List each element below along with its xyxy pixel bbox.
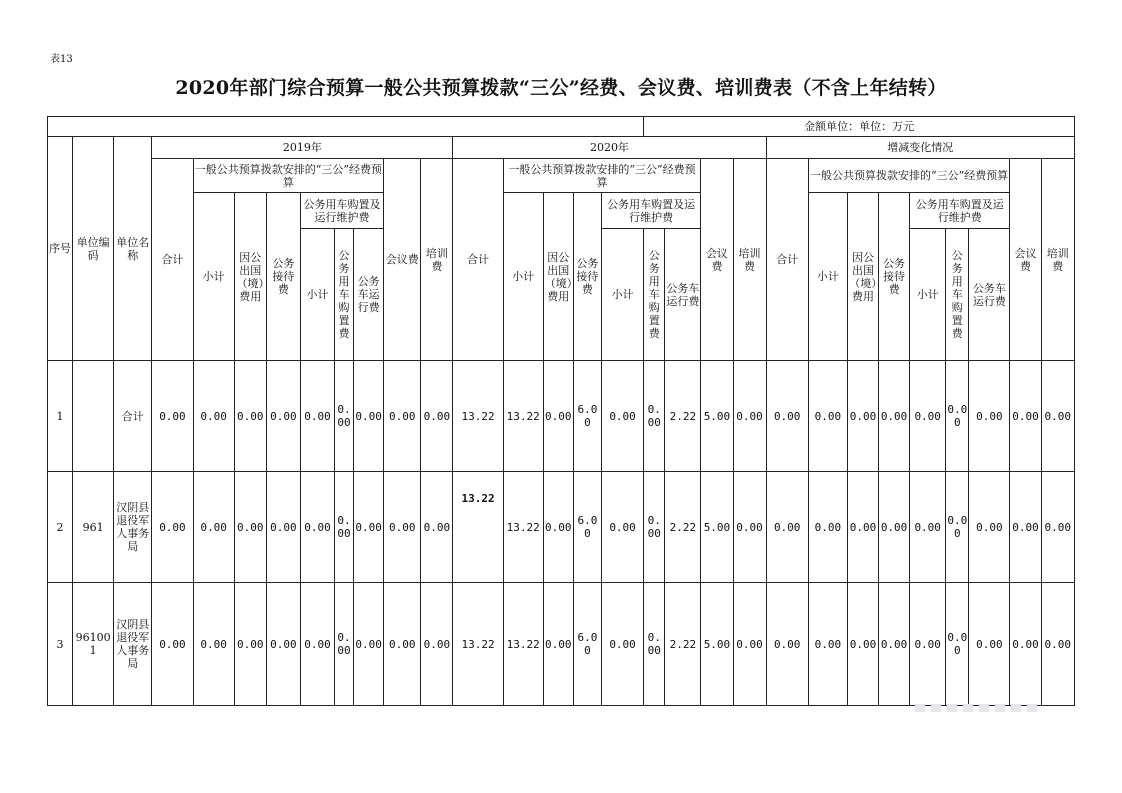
value-cell: 0.00	[644, 583, 665, 706]
header-row-2	[48, 159, 1075, 193]
value-cell: 0.00	[847, 583, 878, 706]
row-unit-code: 961001	[73, 583, 114, 706]
col-vehicle-run: 公务车运行费	[354, 229, 384, 361]
value-cell: 13.22	[453, 583, 503, 706]
row-seq: 1	[48, 361, 73, 472]
value-cell: 0.00	[543, 472, 573, 583]
col-reception: 公务接待费	[573, 193, 601, 361]
value-cell: 0.00	[384, 583, 421, 706]
value-cell: 0.00	[266, 472, 300, 583]
value-cell: 0.00	[910, 583, 946, 706]
col-vehicle-run: 公务车运行费	[665, 229, 701, 361]
col-subtotal: 小计	[808, 193, 847, 361]
value-cell: 0.00	[946, 583, 969, 706]
budget-table	[47, 116, 1075, 706]
value-cell: 2.22	[665, 583, 701, 706]
value-cell: 0.00	[601, 583, 643, 706]
value-cell: 0.00	[421, 583, 453, 706]
value-cell: 0.00	[354, 472, 384, 583]
value-cell: 0.00	[946, 472, 969, 583]
value-cell: 0.00	[335, 361, 354, 472]
value-cell: 0.00	[808, 472, 847, 583]
value-cell: 5.00	[701, 361, 733, 472]
value-cell: 13.22	[503, 361, 543, 472]
value-cell: 0.00	[766, 583, 808, 706]
col-reception: 公务接待费	[266, 193, 300, 361]
value-cell: 0.00	[1010, 472, 1041, 583]
col-training: 培训费	[1041, 159, 1074, 361]
table-row	[48, 583, 1075, 706]
row-unit-code	[73, 361, 114, 472]
value-cell: 0.00	[946, 361, 969, 472]
value-cell: 0.00	[847, 472, 878, 583]
value-cell: 0.00	[152, 583, 193, 706]
value-cell: 0.00	[766, 361, 808, 472]
page-title: 2020年部门综合预算一般公共预算拨款“三公”经费、会议费、培训费表（不含上年结转）	[175, 77, 947, 99]
row-unit-code: 961	[73, 472, 114, 583]
value-cell: 0.00	[644, 361, 665, 472]
value-cell: 0.00	[193, 583, 234, 706]
value-cell: 0.00	[733, 361, 766, 472]
value-cell: 5.00	[701, 583, 733, 706]
col-vehicle-purchase: 公务用车购置费	[644, 229, 665, 361]
value-cell: 13.22	[503, 583, 543, 706]
row-unit-name: 汉阴县退役军人事务局	[114, 583, 152, 706]
col-reception: 公务接待费	[879, 193, 910, 361]
col-seq: 序号	[48, 137, 73, 361]
value-cell: 0.00	[266, 361, 300, 472]
col-vehicle-purchase: 公务用车购置费	[335, 229, 354, 361]
value-cell: 0.00	[808, 583, 847, 706]
value-cell: 0.00	[601, 361, 643, 472]
value-cell: 0.00	[1041, 472, 1074, 583]
value-cell: 0.00	[152, 361, 193, 472]
value-cell: 0.00	[969, 361, 1010, 472]
value-cell: 0.00	[1041, 361, 1074, 472]
col-abroad: 因公出国（境）费用	[543, 193, 573, 361]
col-total: 合计	[766, 159, 808, 361]
value-cell: 0.00	[1010, 361, 1041, 472]
value-cell: 0.00	[1041, 583, 1074, 706]
header-row-1	[48, 137, 1075, 159]
blank-cell	[48, 117, 644, 137]
value-cell: 0.00	[543, 583, 573, 706]
year-2020-header: 2020年	[453, 137, 766, 159]
three-public-header: 一般公共预算拨款安排的“三公”经费预算	[503, 159, 701, 193]
unit-row	[48, 117, 1075, 137]
value-cell: 2.22	[665, 361, 701, 472]
col-vehicle-subtotal: 小计	[910, 229, 946, 361]
value-cell: 0.00	[808, 361, 847, 472]
unit-note: 金额单位：单位：万元	[644, 117, 1075, 137]
value-cell: 0.00	[335, 583, 354, 706]
col-meeting: 会议费	[384, 159, 421, 361]
table-number: 表13	[50, 54, 73, 65]
col-abroad: 因公出国（境）费用	[234, 193, 266, 361]
value-cell: 0.00	[384, 472, 421, 583]
value-cell: 13.22	[503, 472, 543, 583]
row-unit-name: 合计	[114, 361, 152, 472]
value-cell: 0.00	[234, 583, 266, 706]
value-cell: 0.00	[335, 472, 354, 583]
col-meeting: 会议费	[701, 159, 733, 361]
value-cell: 6.00	[573, 361, 601, 472]
col-subtotal: 小计	[193, 193, 234, 361]
value-cell: 0.00	[354, 361, 384, 472]
value-cell: 0.00	[969, 472, 1010, 583]
col-total: 合计	[152, 159, 193, 361]
value-cell: 0.00	[384, 361, 421, 472]
col-unit-name: 单位名称	[114, 137, 152, 361]
col-subtotal: 小计	[503, 193, 543, 361]
col-vehicle-run: 公务车运行费	[969, 229, 1010, 361]
col-meeting: 会议费	[1010, 159, 1041, 361]
value-cell: 5.00	[701, 472, 733, 583]
col-training: 培训费	[421, 159, 453, 361]
col-vehicle-purchase: 公务用车购置费	[946, 229, 969, 361]
value-cell: 0.00	[152, 472, 193, 583]
faint-watermark	[915, 697, 1075, 707]
three-public-header: 一般公共预算拨款安排的“三公”经费预算	[808, 159, 1010, 193]
vehicle-header: 公务用车购置及运行维护费	[601, 193, 700, 229]
value-cell: 0.00	[879, 361, 910, 472]
col-training: 培训费	[733, 159, 766, 361]
value-cell: 6.00	[573, 472, 601, 583]
value-cell: 0.00	[910, 472, 946, 583]
year-2019-header: 2019年	[152, 137, 453, 159]
value-cell: 6.00	[573, 583, 601, 706]
col-vehicle-subtotal: 小计	[601, 229, 643, 361]
value-cell: 0.00	[879, 583, 910, 706]
value-cell: 0.00	[234, 472, 266, 583]
value-cell: 0.00	[847, 361, 878, 472]
row-seq: 2	[48, 472, 73, 583]
change-header: 增减变化情况	[766, 137, 1074, 159]
value-cell: 13.22	[453, 361, 503, 472]
value-cell: 0.00	[354, 583, 384, 706]
row-unit-name: 汉阴县退役军人事务局	[114, 472, 152, 583]
value-cell: 0.00	[300, 472, 334, 583]
value-cell: 0.00	[193, 361, 234, 472]
value-cell: 0.00	[733, 472, 766, 583]
row-seq: 3	[48, 583, 73, 706]
value-cell: 0.00	[193, 472, 234, 583]
value-cell: 0.00	[421, 472, 453, 583]
value-cell: 0.00	[266, 583, 300, 706]
value-cell: 0.00	[969, 583, 1010, 706]
col-total: 合计	[453, 159, 503, 361]
value-cell: 0.00	[234, 361, 266, 472]
value-cell: 0.00	[300, 361, 334, 472]
vehicle-header: 公务用车购置及运行维护费	[910, 193, 1010, 229]
value-cell: 0.00	[601, 472, 643, 583]
value-cell: 0.00	[421, 361, 453, 472]
value-cell: 2.22	[665, 472, 701, 583]
value-cell: 0.00	[910, 361, 946, 472]
three-public-header: 一般公共预算拨款安排的“三公”经费预算	[193, 159, 384, 193]
value-cell: 0.00	[879, 472, 910, 583]
col-unit-code: 单位编码	[73, 137, 114, 361]
value-cell: 13.22	[453, 472, 503, 583]
col-abroad: 因公出国（境）费用	[847, 193, 878, 361]
value-cell: 0.00	[733, 583, 766, 706]
value-cell: 0.00	[766, 472, 808, 583]
value-cell: 0.00	[300, 583, 334, 706]
table-row	[48, 472, 1075, 583]
value-cell: 0.00	[1010, 583, 1041, 706]
table-row	[48, 361, 1075, 472]
vehicle-header: 公务用车购置及运行维护费	[300, 193, 383, 229]
value-cell: 0.00	[644, 472, 665, 583]
header-row-3	[48, 193, 1075, 229]
col-vehicle-subtotal: 小计	[300, 229, 334, 361]
value-cell: 0.00	[543, 361, 573, 472]
